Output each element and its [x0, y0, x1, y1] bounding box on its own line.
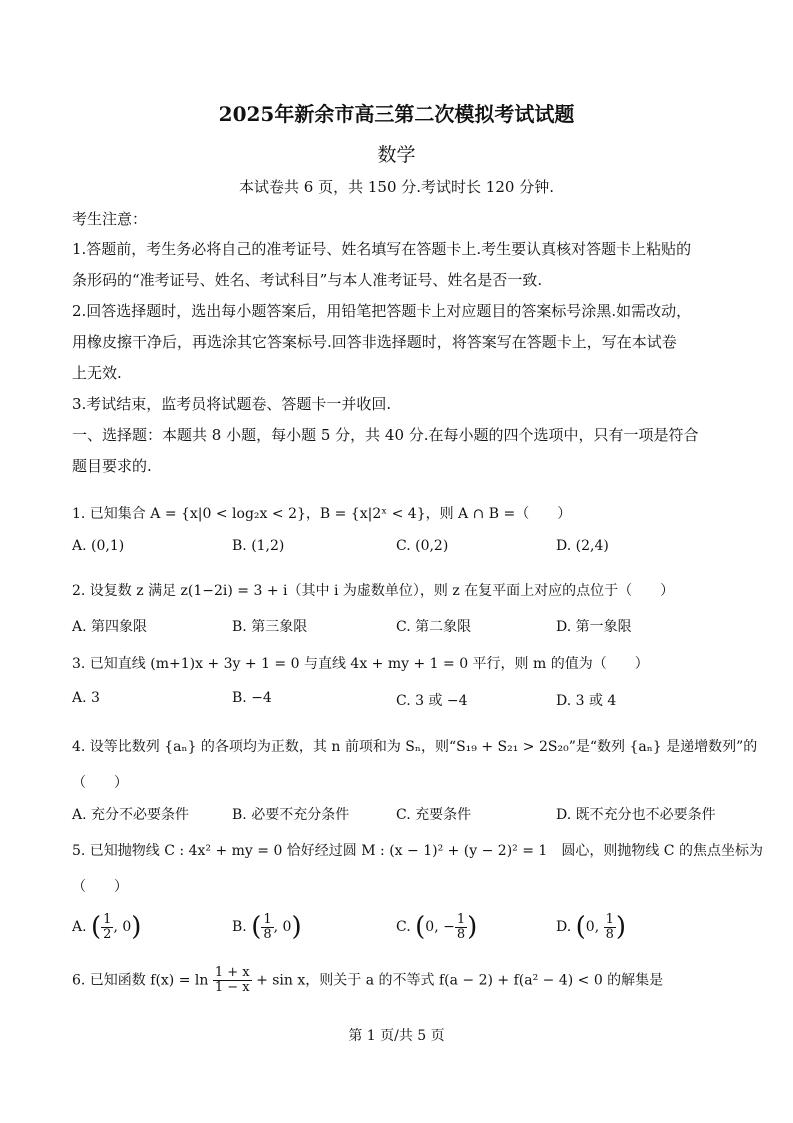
- option-c-head: 0, −: [425, 919, 455, 935]
- question-5-option-d: [556, 912, 626, 942]
- close-paren: ): [291, 912, 302, 942]
- question-4-stem-line-2: （ ）: [72, 775, 128, 791]
- question-5-option-b: [232, 912, 302, 942]
- note-2-line-2: 用橡皮擦干净后，再选涂其它答案标号.回答非选择题时，将答案写在答题卡上，写在本试卷: [72, 333, 677, 351]
- section-1-line-1: 一、选择题：本题共 8 小题，每小题 5 分，共 40 分.在每小题的四个选项中，只有一项是符合: [72, 426, 699, 444]
- note-3: 3.考试结束，监考员将试题卷、答题卡一并收回.: [72, 395, 392, 413]
- denominator: 8: [263, 926, 272, 942]
- question-4-stem-line-1: 4. 设等比数列 {aₙ} 的各项均为正数，其 n 前项和为 Sₙ，则“S₁₉ + S₂₁ > 2S₂₀”是“数列 {aₙ} 是递增数列”的: [72, 739, 758, 755]
- option-b-tail: , 0: [273, 919, 292, 935]
- question-4-option-b: B. 必要不充分条件: [232, 807, 350, 823]
- exam-info: 本试卷共 6 页，共 150 分.考试时长 120 分钟.: [239, 178, 554, 196]
- question-4-option-a: A. 充分不必要条件: [72, 807, 190, 823]
- close-paren: ): [131, 912, 142, 942]
- question-1-stem: 1. 已知集合 A = {x|0 < log₂x < 2}，B = {x|2ˣ < 4}，则 A ∩ B =（ ）: [72, 506, 572, 522]
- fraction: [101, 913, 113, 942]
- option-b-label: B.: [232, 919, 247, 935]
- fraction: [604, 913, 616, 942]
- question-1-option-c: C. (0,2): [396, 538, 449, 554]
- section-1-line-2: 题目要求的.: [72, 457, 152, 475]
- option-a-tail: , 0: [113, 919, 132, 935]
- note-1-line-1: 1.答题前，考生务必将自己的准考证号、姓名填写在答题卡上.考生要认真核对答题卡上粘贴的: [72, 240, 692, 258]
- question-6-stem-pre: 6. 已知函数 f(x) = ln: [72, 972, 209, 989]
- question-5-stem-line-1: 5. 已知抛物线 C : 4x² + my = 0 恰好经过圆 M : (x − 1)² + (y − 2)² = 1 圆心，则抛物线 C 的焦点坐标为: [72, 843, 763, 859]
- question-4-option-c: C. 充要条件: [396, 807, 472, 823]
- question-3-stem: 3. 已知直线 (m+1)x + 3y + 1 = 0 与直线 4x + my + 1 = 0 平行，则 m 的值为（ ）: [72, 656, 649, 672]
- question-3-option-d: D. 3 或 4: [556, 693, 617, 709]
- note-2-line-3: 上无效.: [72, 364, 122, 382]
- question-5-option-a: [72, 912, 141, 942]
- option-d-head: 0,: [585, 919, 604, 935]
- question-5-stem-line-2: （ ）: [72, 879, 128, 895]
- question-4-option-d: D. 既不充分也不必要条件: [556, 807, 716, 823]
- open-paren: (: [91, 912, 102, 942]
- question-2-option-d: D. 第一象限: [556, 619, 632, 635]
- question-6-stem: [72, 966, 663, 995]
- note-2-line-1: 2.回答选择题时，选出每小题答案后，用铅笔把答题卡上对应题目的答案标号涂黑.如需改动，: [72, 302, 692, 320]
- question-2-stem: 2. 设复数 z 满足 z(1−2i) = 3 + i（其中 i 为虚数单位），则 z 在复平面上对应的点位于（ ）: [72, 583, 675, 599]
- denominator: 2: [103, 926, 112, 942]
- numerator: 1: [103, 911, 112, 927]
- option-d-label: D.: [556, 919, 572, 935]
- open-paren: (: [575, 912, 586, 942]
- denominator: 1 − x: [214, 980, 250, 995]
- open-paren: (: [415, 912, 426, 942]
- subject-title: 数学: [377, 144, 416, 166]
- note-1-line-2: 条形码的“准考证号、姓名、考试科目”与本人准考证号、姓名是否一致.: [72, 271, 543, 289]
- denominator: 8: [456, 926, 466, 942]
- numerator: 1: [456, 911, 466, 927]
- question-2-option-a: A. 第四象限: [72, 619, 148, 635]
- question-2-option-c: C. 第二象限: [396, 619, 472, 635]
- question-3-option-b: B. −4: [232, 690, 272, 706]
- question-2-option-b: B. 第三象限: [232, 619, 308, 635]
- close-paren: ): [615, 912, 627, 942]
- question-1-option-b: B. (1,2): [232, 538, 285, 554]
- fraction: [213, 966, 252, 995]
- fraction: [261, 913, 273, 942]
- open-paren: (: [251, 912, 262, 942]
- question-1-option-d: D. (2,4): [556, 538, 609, 554]
- page-footer: 第 1 页/共 5 页: [348, 1028, 445, 1044]
- notes-heading: 考生注意：: [72, 210, 148, 228]
- option-c-label: C.: [396, 919, 411, 935]
- question-3-option-a: A. 3: [72, 690, 100, 706]
- numerator: 1: [605, 911, 614, 927]
- question-6-stem-post: + sin x，则关于 a 的不等式 f(a − 2) + f(a² − 4) < 0 的解集是: [256, 972, 664, 989]
- question-3-option-c: C. 3 或 −4: [396, 693, 468, 709]
- question-5-option-c: [396, 912, 477, 942]
- numerator: 1 + x: [214, 965, 250, 980]
- fraction: [455, 913, 467, 942]
- close-paren: ): [467, 912, 478, 942]
- option-a-label: A.: [72, 919, 87, 935]
- denominator: 8: [605, 926, 614, 942]
- numerator: 1: [263, 911, 272, 927]
- question-1-option-a: A. (0,1): [72, 538, 125, 554]
- exam-title: 2025年新余市高三第二次模拟考试试题: [218, 102, 575, 126]
